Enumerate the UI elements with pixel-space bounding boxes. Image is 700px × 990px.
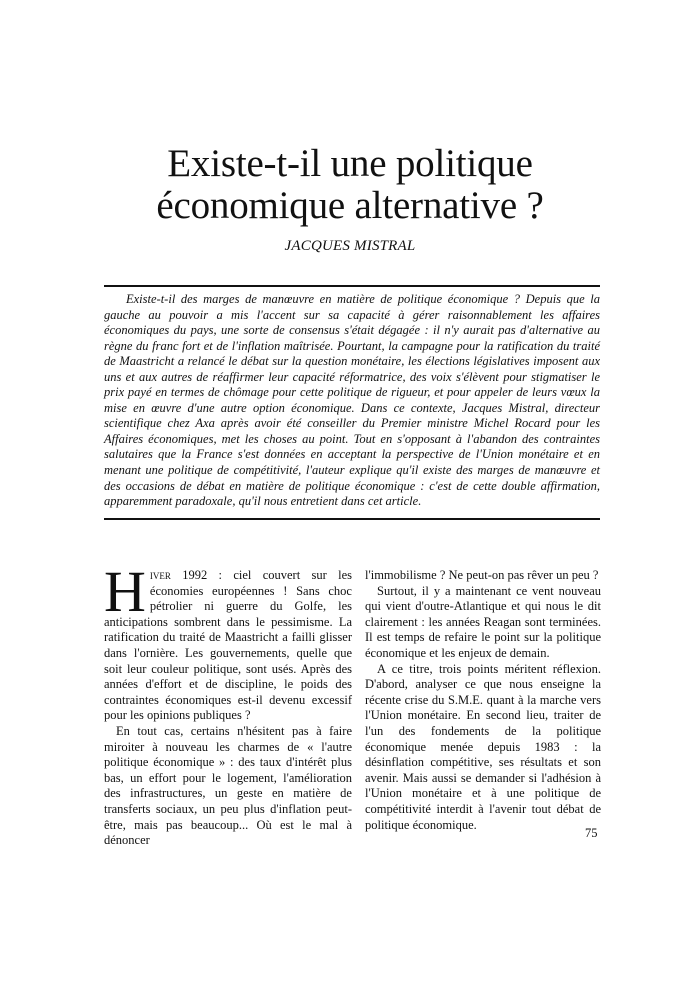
paragraph-1-text: 1992 : ciel couvert sur les économies européennes ! Sans choc pétrolier ni guerre du Golfe, les anticipations sombrent dans le pessimisme. La ratification du traité de Maastricht a failli glisser dans l'ornière. Les gouvernements, quelle que soit leur couleur politique, sont usés. Après des années d'effort et de discipline, le poids des contraintes économiques est-il devenu excessif pour les opinions publiques ? xyxy=(104,568,352,723)
body-paragraph-2-continued: l'immobilisme ? Ne peut-on pas rêver un peu ? xyxy=(365,568,599,582)
abstract xyxy=(104,292,600,510)
article-title-line-2: économique alternative ? xyxy=(156,184,544,227)
body-paragraph-4: A ce titre, trois points méritent réflexion. D'abord, analyser ce que nous enseigne la récente crise du S.M.E. quant à la marche vers l'Union monétaire. En second lieu, traiter de l'un des fondements de la politique économique menée depuis 1983 : la désinflation compétitive, ses résultats et son avenir. Mais aussi se demander si l'adhésion à l'Union monétaire et à une politique de compétitivité interdit à l'avenir tout débat de politique économique. xyxy=(365,661,601,832)
body-column-right xyxy=(365,568,601,833)
body-paragraph-2: En tout cas, certains n'hésitent pas à faire miroiter à nouveau les charmes de « l'autre politique économique » : des taux d'intérêt plus bas, un effort pour le logement, l'amélioration des infrastructures, un geste en matière de transferts sociaux, un peu plus d'inflation peut-être, mais pas beaucoup... Où est le mal à dénoncer xyxy=(104,723,352,848)
lead-word: iver xyxy=(149,568,171,582)
article-author: JACQUES MISTRAL xyxy=(284,238,416,254)
body-paragraph-1 xyxy=(104,559,352,724)
abstract-bottom-rule xyxy=(104,518,600,520)
article-title-line-1: Existe-t-il une politique xyxy=(167,142,533,185)
page-number: 75 xyxy=(585,826,598,840)
body-paragraph-3: Surtout, il y a maintenant ce vent nouveau qui vient d'outre-Atlantique et qui nous le dit clairement : les années Reagan sont terminées. Il est temps de refaire le point sur la politique économique et les enjeux de demain. xyxy=(365,583,601,660)
body-column-left xyxy=(104,559,352,849)
abstract-top-rule xyxy=(104,285,600,287)
abstract-text: Existe-t-il des marges de manœuvre en matière de politique économique ? Depuis que la gauche au pouvoir a mis l'accent sur sa capacité à gérer raisonnablement les affaires économiques du pays, une sorte de consensus s'était dégagée : il n'y aurait pas d'alternative au règne du franc fort et de l'inflation maîtrisée. Pourtant, la campagne pour la ratification du traité de Maastricht a relancé le débat sur la question monétaire, les élections législatives imposent aux uns et aux autres de réaffirmer leur capacité réformatrice, des voix s'élèvent pour stigmatiser le prix payé en termes de chômage pour cette politique de rigueur, et pour appeler de leurs vœux la mise en œuvre d'une autre option économique. Dans ce contexte, Jacques Mistral, directeur scientifique chez Axa après avoir été conseiller du Premier ministre Michel Rocard pour les Affaires économiques, met les choses au point. Tout en s'opposant à l'abandon des contraintes salutaires que la France s'est données en acceptant la perspective de l'Union monétaire et en menant une politique de compétitivité, l'auteur explique qu'il existe des marges de manœuvre et des occasions de débat en matière de politique économique : c'est de cette double affirmation, apparemment paradoxale, qu'il nous entretient dans cet article. xyxy=(104,292,600,509)
drop-cap: H xyxy=(104,559,146,624)
